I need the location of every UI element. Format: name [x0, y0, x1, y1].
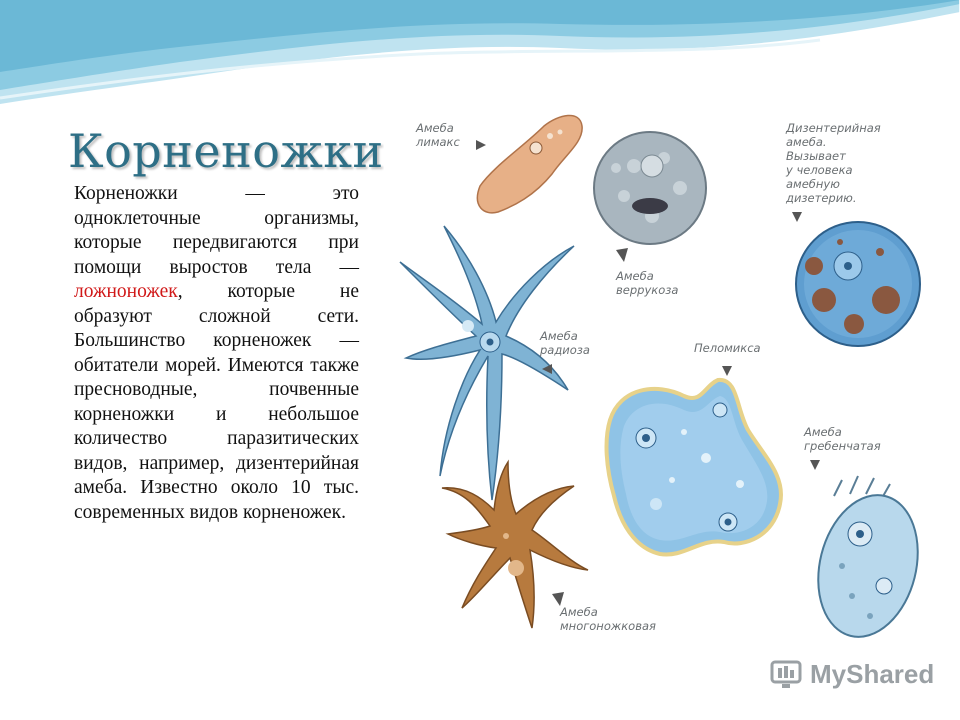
- label-dysentery-line2: амеба.: [786, 135, 827, 149]
- dysentery-amoeba-illustration: [796, 222, 920, 346]
- label-radiosa-line2: радиоза: [540, 343, 590, 357]
- label-verrucosa-line2: веррукоза: [616, 283, 679, 297]
- label-dysentery-line6: дизетерию.: [786, 191, 857, 205]
- label-verrucosa-line1: Амеба: [616, 269, 654, 283]
- label-dysentery-line5: амебную: [786, 177, 840, 191]
- label-comb-line1: Амеба: [804, 425, 842, 439]
- body-text-part1: Корненожки — это одноклеточные организмы, которые передвигаются при помощи выростов тела —: [74, 183, 359, 278]
- label-pelomyxa: Пеломикса: [694, 341, 761, 355]
- label-limax-line2: лимакс: [416, 135, 460, 149]
- amoeba-verrucosa-illustration: [594, 132, 706, 244]
- label-multileg-line1: Амеба: [560, 605, 598, 619]
- label-radiosa-line1: Амеба: [540, 329, 578, 343]
- label-dysentery-line1: Дизентерийная: [786, 121, 881, 135]
- label-limax-line1: Амеба: [416, 121, 454, 135]
- watermark-text: MyShared: [810, 658, 935, 689]
- pseudopodia-term: ложноножек: [74, 281, 178, 302]
- myshared-watermark: [768, 656, 934, 692]
- label-multileg-line2: многоножковая: [560, 619, 656, 633]
- myshared-logo-icon: [768, 656, 804, 692]
- body-text-part2: , которые не образуют сложной сети. Большинство корненожек — обитатели морей. Имеются также пресноводные, почвенные корненожки и небольшое количество паразитических видов, например, дизентерийная амеба. Известно около 10 тыс. современных видов корненожек.: [74, 281, 359, 523]
- label-comb-line2: гребенчатая: [804, 439, 881, 453]
- label-dysentery-line3: Вызывает: [786, 149, 846, 163]
- amoeba-species-illustration: [384, 96, 932, 656]
- label-dysentery-line4: у человека: [786, 163, 853, 177]
- slide-title: Корненожки: [68, 124, 384, 178]
- slide-body-text: [74, 182, 359, 525]
